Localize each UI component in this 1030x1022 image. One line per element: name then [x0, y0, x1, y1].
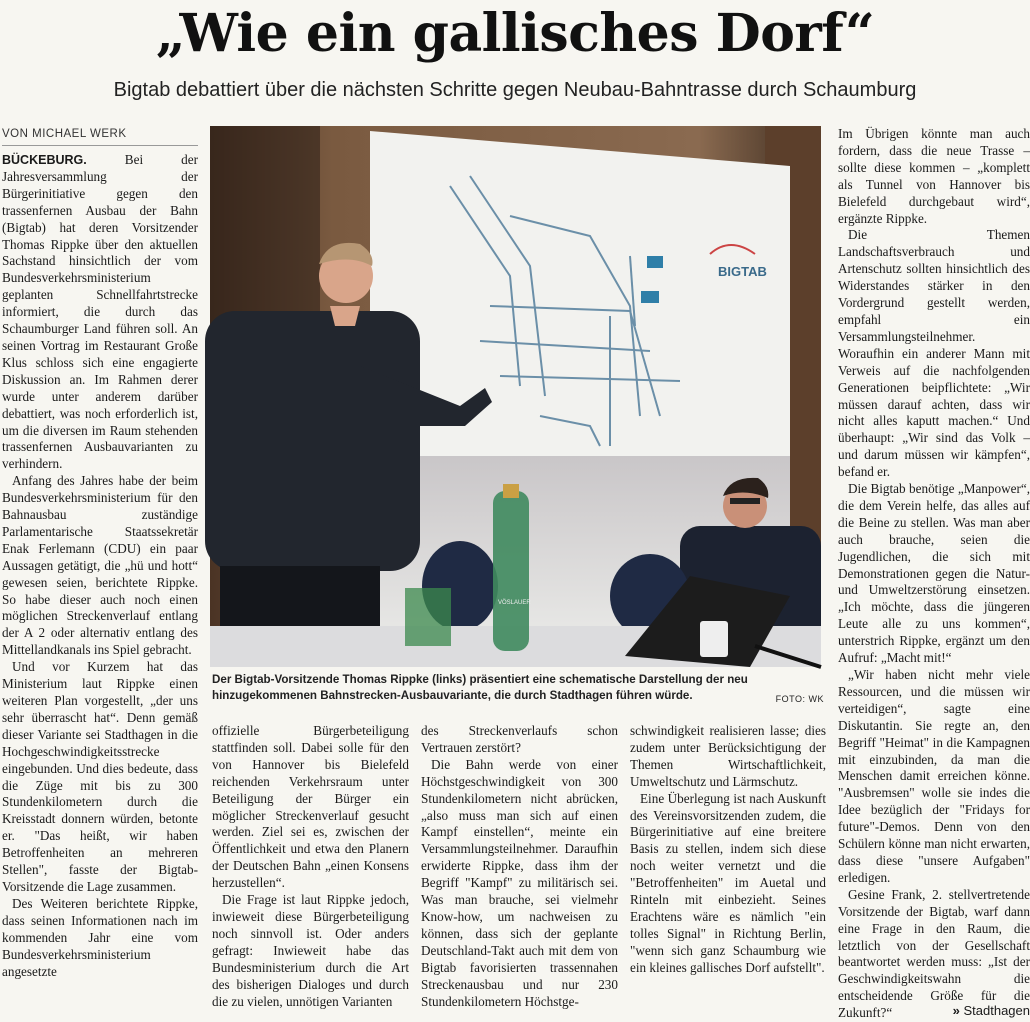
paragraph: Die Bigtab benötige „Manpower“, die dem Verein helfe, das alles auf die Beine zu stellen. Was man aber auch brauche, seien die Jugendlichen, die sich mit Demonstrationen gegen die Natur- und Umweltzerstörung einsetzen. „Ich möchte, dass die jüngeren Leute alle zu uns kommen“, unterstrich Rippke, ergänzt um den Aufruf: „Macht mit!“	[838, 481, 1030, 666]
paragraph: schwindigkeit realisieren lasse; dies zudem unter Berücksichtigung der Themen Wirtschaftlichkeit, Umweltschutz und Lärmschutz.	[630, 723, 826, 789]
paragraph: „Wir haben nicht mehr viele Ressourcen, und die müssen wir verteidigen“, sagte eine Diskutantin. Sie regte an, den Begriff "Heimat" in die Kampagnen mit einzubinden, da man die Menschen damit erreichen könne. "Ausbremsen" wolle sie indes die Idee bezüglich der "Fridays for future"-Demos. Denn von den Schülern könne man nicht erwarten, dass diese "unsere Aufgaben" erledigen.	[838, 667, 1030, 885]
marker-flag	[641, 291, 659, 303]
paragraph: Anfang des Jahres habe der beim Bundesverkehrsministerium für den Bahnausbau zuständige Parlamentarische Staatssekretär Enak Ferlemann (CDU) ein paar Aussagen getätigt, die „hü und hott“ gewesen seien, berichtete Rippke. So habe dieser auch noch einen möglichen Streckenverlauf entlang der A 2 oder alternativ entlang des Mittellandkanals ins Spiel gebracht.	[2, 473, 198, 658]
svg-text:VÖSLAUER: VÖSLAUER	[498, 600, 531, 606]
continuation-arrow-icon: »	[952, 1003, 960, 1018]
continuation-link[interactable]	[838, 1002, 1030, 1020]
paragraph: Die Bahn werde von einer Höchstgeschwindigkeit von 300 Stundenkilometern nicht abrücken, „also muss man sich auf einen Kampf einstellen“, meinte ein Versammlungsteilnehmer. Daraufhin erwiderte Rippke, dass ihm der Begriff "Kampf" zu militärisch sei. Was man brauche, sei vielmehr Know-how, um nachweisen zu können, dass sich der geplante Deutschland-Takt auch mit dem von Bigtab favorisierten trassennahen Streckenausbau und nur 230 Stundenkilometern Höchstge-	[421, 756, 618, 1009]
paragraph: Die Themen Landschaftsverbrauch und Artenschutz sollten hinsichtlich des Widerstandes stärker in den Vordergrund gestellt werden, empfahl ein Versammlungsteilnehmer. Woraufhin ein anderer Mann mit Verweis auf die nachfolgenden Generationen beipflichtete: „Wir müssen darauf achten, dass wir nicht alles kaputt machen.“ Und überhaupt: „Wir sind das Volk – und darum müssen wir kämpfen“, befand er.	[838, 227, 1030, 480]
article-column-1	[2, 152, 198, 1022]
subline: Bigtab debattiert über die nächsten Schritte gegen Neubau-Bahntrasse durch Schaumburg	[113, 79, 917, 101]
dateline: BÜCKEBURG.	[2, 153, 87, 167]
water-bottle	[493, 491, 529, 651]
caption-text: Der Bigtab-Vorsitzende Thomas Rippke (links) präsentiert eine schematische Darstellung der neu hinzugekommenen Bahnstrecken-Ausbauvariante, die durch Stadthagen führen würde.	[212, 673, 748, 702]
paragraph: BÜCKEBURG. Bei der Jahresversammlung der Bürgerinitiative gegen den trassenfernen Ausbau der Bahn (Bigtab) hat deren Vorsitzender Thomas Rippke über den aktuellen Sachstand hinsichtlich der vom Bundesverkehrsministerium geplanten Schnellfahrtstrecke informiert, die durch das Schaumburger Land führen soll. An seinen Vortrag im Restaurant Große Klus schloss sich eine engagierte Diskussion an. Im Rahmen derer wurde unter anderem darüber debattiert, was noch erforderlich ist, um die diversen im Raum stehenden trassenfernen Ausbauvarianten zu verhindern.	[2, 152, 199, 472]
svg-text:BIGTAB: BIGTAB	[718, 264, 767, 279]
article-column-3	[421, 723, 618, 1022]
paragraph: Des Weiteren berichtete Rippke, dass seinen Informationen nach im kommenden Jahr eine vom Bundesverkehrsministerium angesetzte	[2, 895, 198, 979]
article-photo	[210, 126, 821, 667]
paragraph: Eine Überlegung ist nach Auskunft des Vereinsvorsitzenden zudem, die Bürgerinitiative auf eine breitere Basis zu stellen, indem sich diese noch weiter vernetzt und die "Betroffenheiten" im Auetal und Rinteln mit einbezieht. Seines Erachtens wäre es nämlich "ein tolles Signal" in Richtung Berlin, "wenn sich ganz Schaumburg wie ein kleines gallisches Dorf aufstellt".	[630, 790, 826, 975]
paragraph: des Streckenverlaufs schon Vertrauen zerstört?	[421, 723, 618, 755]
headline: „Wie ein gallisches Dorf“	[155, 3, 875, 64]
photo-caption	[212, 672, 824, 707]
photo-credit: FOTO: WK	[775, 694, 824, 704]
byline: VON MICHAEL WERK	[2, 126, 198, 146]
paragraph: offizielle Bürgerbeteiligung stattfinden soll. Dabei solle für den von Hannover bis Bielefeld reichenden Verkehrsraum unter Beteiligung der Bürger ein möglicher Streckenverlauf gesucht werden. Ziel sei es, zwischen der Öffentlichkeit und etwa den Planern der Deutschen Bahn „einen Konsens herzustellen“.	[212, 723, 409, 891]
paragraph: Die Frage ist laut Rippke jedoch, inwieweit diese Bürgerbeteiligung noch sinnvoll ist. Oder anders gefragt: Inwieweit habe das Bundesministerium durch die Art des bisherigen Dialoges und durch die zu vielen, unnötigen Varianten	[212, 892, 409, 1009]
paragraph: Im Übrigen könnte man auch fordern, dass die neue Trasse – sollte diese kommen – „komplett als Tunnel von Hannover bis Bielefeld durchgebaut wird“, ergänzte Rippke.	[838, 126, 1030, 226]
paragraph: Und vor Kurzem hat das Ministerium laut Rippke einen weiteren Plan vorgestellt, „der uns sehr überrascht hat“. Denn gemäß dieser Variante sei Stadthagen in die Hochgeschwindigkeitsstrecke eingebunden. Und dies bedeute, dass die Züge mit bis zu 300 Stundenkilometern durch die Kreisstadt donnern würden, betonte er. "Das heißt, wir haben Betroffenheiten an mehreren Stellen", fasste der Bigtab-Vorsitzende die Lage zusammen.	[2, 659, 198, 894]
paragraph: Gesine Frank, 2. stellvertretende Vorsitzende der Bigtab, warf dann eine Frage in den Raum, die letztlich von der Gesellschaft beantwortet werden muss: „Ist der Geschwindigkeitswahn die entscheidende Größe für die Zukunft?“	[838, 886, 1030, 1021]
continuation-label: Stadthagen	[963, 1003, 1030, 1018]
article-column-4	[630, 723, 826, 1022]
marker-flag	[647, 256, 663, 268]
article-column-2	[212, 723, 409, 1022]
glass	[405, 588, 451, 646]
